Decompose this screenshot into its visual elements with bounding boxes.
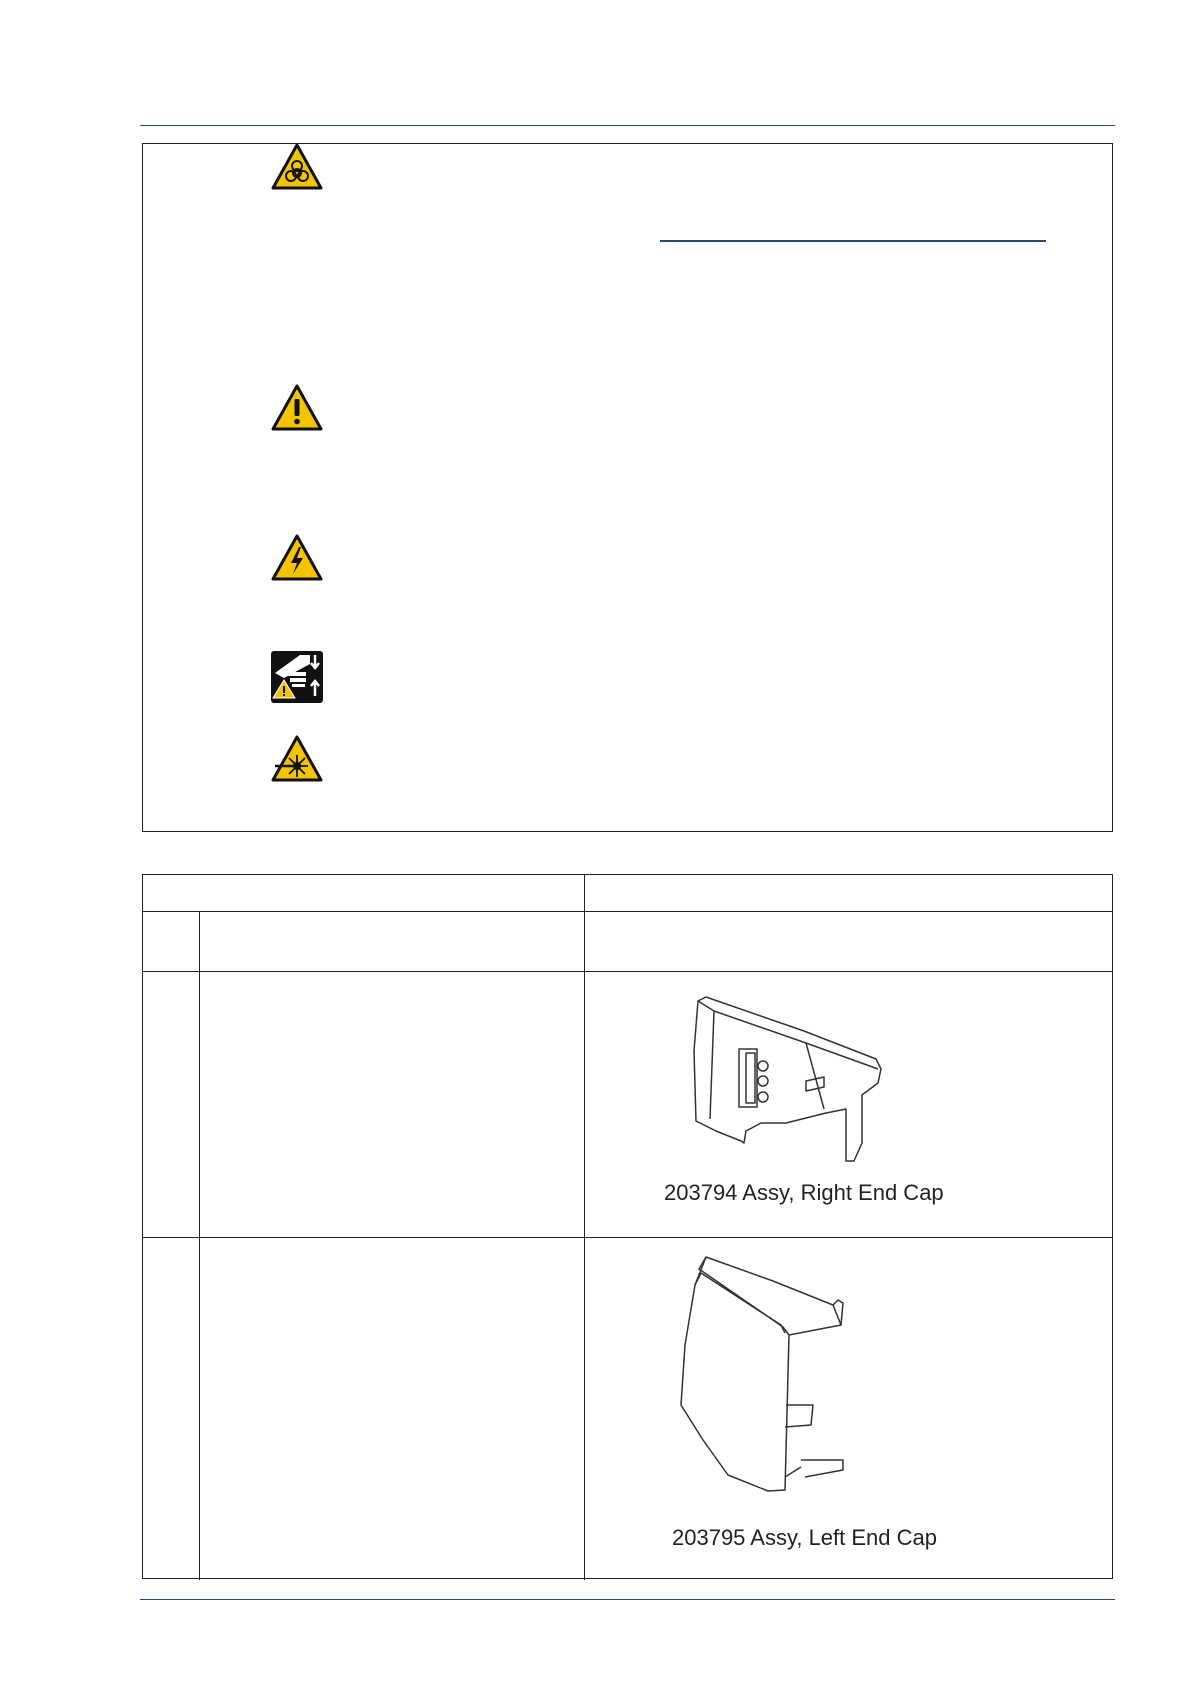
table-row-divider bbox=[143, 1237, 1112, 1238]
parts-table bbox=[142, 874, 1113, 1579]
table-header-divider bbox=[143, 911, 1112, 912]
table-column-divider bbox=[584, 875, 585, 1580]
biohazard-icon bbox=[270, 142, 324, 192]
laser-hazard-icon bbox=[270, 734, 324, 784]
right-end-cap-caption: 203794 Assy, Right End Cap bbox=[664, 1180, 944, 1205]
left-end-cap-caption: 203795 Assy, Left End Cap bbox=[672, 1525, 937, 1550]
header-rule bbox=[140, 125, 1115, 126]
table-column-divider bbox=[199, 911, 200, 1580]
footer-rule bbox=[140, 1599, 1115, 1600]
hyperlink-underline[interactable] bbox=[660, 240, 1046, 242]
general-warning-icon bbox=[270, 383, 324, 433]
pinch-hazard-icon bbox=[270, 650, 324, 704]
left-end-cap-drawing bbox=[673, 1255, 893, 1500]
electrical-hazard-icon bbox=[270, 533, 324, 583]
right-end-cap-drawing bbox=[686, 991, 906, 1181]
table-row-divider bbox=[143, 971, 1112, 972]
safety-warnings-box bbox=[142, 143, 1113, 832]
